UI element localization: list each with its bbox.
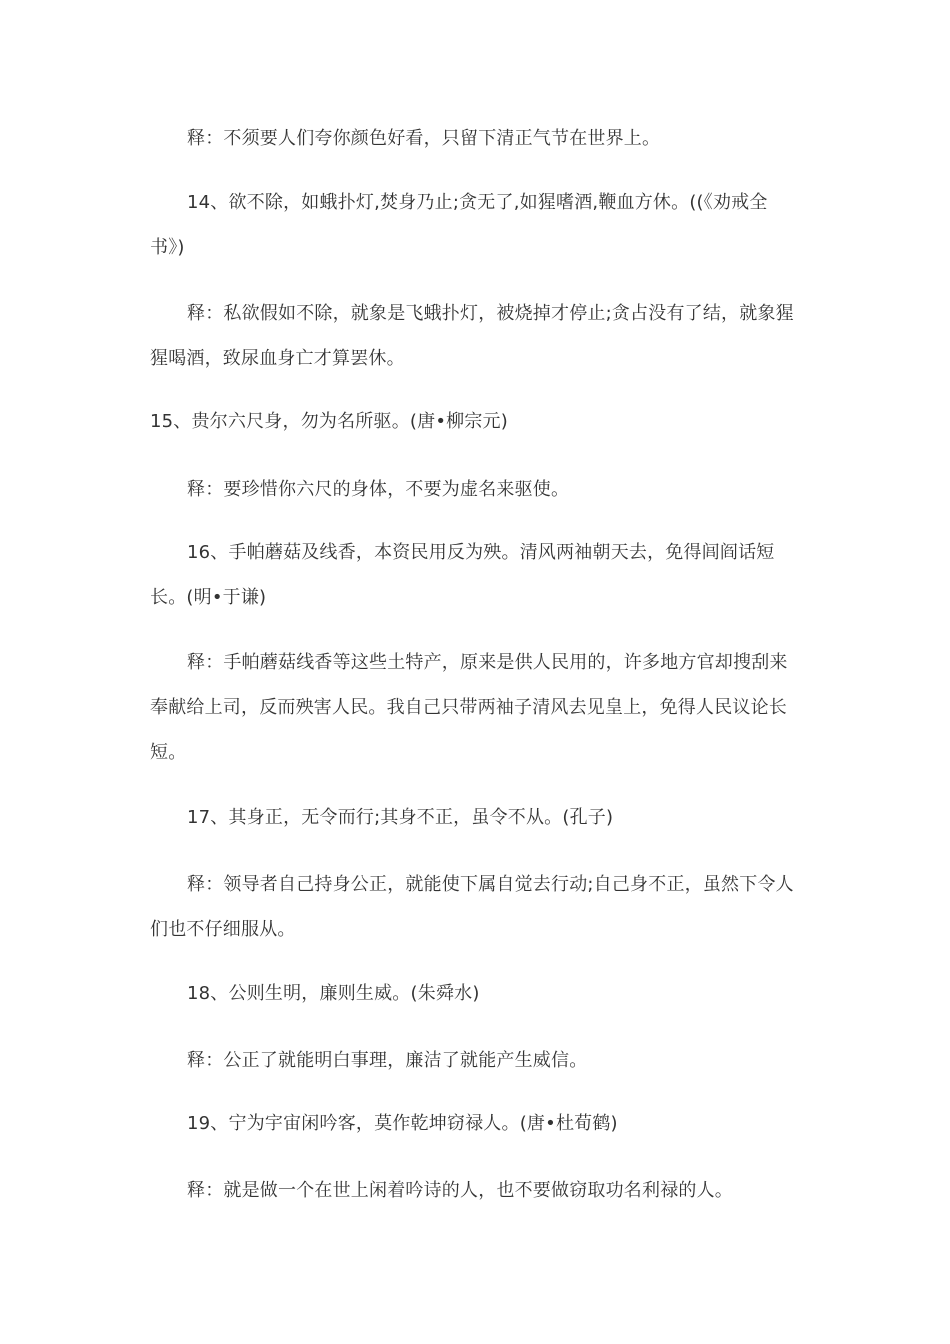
paragraph-explanation-16: 释：手帕蘑菇线香等这些土特产，原来是供人民用的，许多地方官却搜刮来奉献给上司，反而殃害人民。我自己只带两袖子清风去见皇上，免得人民议论长短。 — [150, 652, 788, 763]
paragraph-quote-16: 16、手帕蘑菇及线香，本资民用反为殃。清风两袖朝天去，免得闾阎话短长。(明•于谦) — [150, 542, 775, 608]
paragraph-explanation-14: 释：私欲假如不除，就象是飞蛾扑灯，被烧掉才停止;贪占没有了结，就象猩猩喝酒，致尿血身亡才算罢休。 — [150, 303, 794, 369]
paragraph-quote-19: 19、宁为宇宙闲吟客，莫作乾坤窃禄人。(唐•杜荀鹤) — [187, 1113, 618, 1134]
paragraph-explanation-15: 释：要珍惜你六尺的身体，不要为虚名来驱使。 — [187, 479, 570, 500]
paragraph-explanation-13: 释：不须要人们夸你颜色好看，只留下清正气节在世界上。 — [187, 128, 661, 149]
paragraph-explanation-17: 释：领导者自己持身公正，就能使下属自觉去行动;自己身不正，虽然下令人们也不仔细服从。 — [150, 874, 794, 940]
paragraph-quote-18: 18、公则生明，廉则生威。(朱舜水) — [187, 983, 480, 1004]
paragraph-quote-15: 15、贵尔六尺身，勿为名所驱。(唐•柳宗元) — [150, 411, 508, 432]
paragraph-explanation-19: 释：就是做一个在世上闲着吟诗的人，也不要做窃取功名利禄的人。 — [187, 1180, 733, 1201]
paragraph-quote-17: 17、其身正，无令而行;其身不正，虽令不从。(孔子) — [187, 807, 614, 828]
paragraph-quote-14: 14、欲不除，如蛾扑灯,焚身乃止;贪无了,如猩嗜酒,鞭血方休。((《劝戒全书》) — [150, 192, 768, 258]
paragraph-explanation-18: 释：公正了就能明白事理，廉洁了就能产生威信。 — [187, 1050, 588, 1071]
